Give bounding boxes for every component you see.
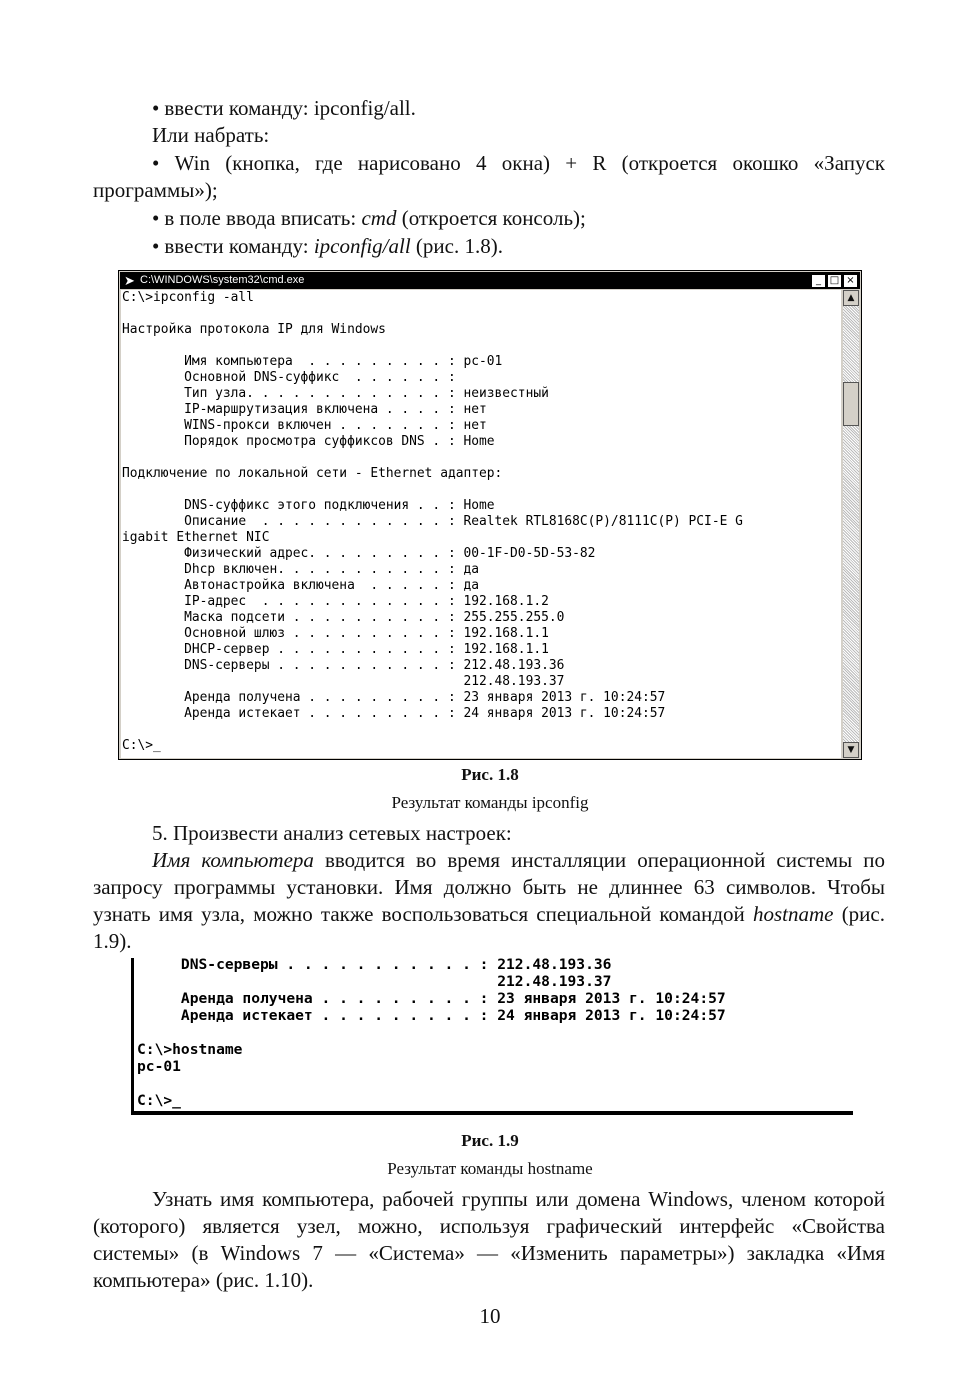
bullet-win-r: • Win (кнопка, где нарисовано 4 окна) + R (откроется окошко «Запуск программы»); <box>93 151 886 202</box>
scroll-down-icon[interactable]: ▼ <box>843 742 859 758</box>
console-text: DNS-серверы . . . . . . . . . . . : 212.48.193.36 212.48.193.37 Аренда получена . . . . . . . . . : 23 января 2013 г. 10:24:57 Аренда истекает . . . . . . . . . : 24 января 2013 г. 10:24:57 C:\>hostname pc-01 C:\>_ <box>137 956 726 1109</box>
window-title: C:\WINDOWS\system32\cmd.exe <box>140 274 305 286</box>
figure-caption: Результат команды ipconfig <box>391 793 589 812</box>
figure-caption: Результат команды hostname <box>387 1159 593 1178</box>
figure-number: Рис. 1.9 <box>461 1131 519 1150</box>
minimize-button[interactable]: _ <box>811 274 826 288</box>
close-button[interactable]: × <box>843 274 858 288</box>
scroll-up-icon[interactable]: ▲ <box>843 290 859 306</box>
cursor-icon: ➤ <box>124 273 135 288</box>
figure-number: Рис. 1.8 <box>461 765 519 784</box>
hostname-console <box>131 958 853 1116</box>
or-label: Или набрать: <box>152 123 270 147</box>
bullet-ipconfig: • ввести команду: ipconfig/all. <box>152 95 416 122</box>
scroll-thumb[interactable] <box>843 382 859 426</box>
section-paragraph: Имя компьютера вводится во время инсталляции операционной системы по запросу программы установки. Имя должно быть не длиннее 63 символов. Чтобы узнать имя узла, можно также воспользоваться специальной командой hostname (рис. 1.9). <box>93 848 885 953</box>
page-number: 10 <box>479 1304 501 1328</box>
vertical-scrollbar[interactable] <box>843 290 859 758</box>
title-bar[interactable] <box>120 272 860 289</box>
console-output[interactable] <box>121 290 841 758</box>
cmd-window <box>118 270 862 760</box>
section-heading: 5. Произвести анализ сетевых настроек: <box>152 821 512 845</box>
bullet-enter-command: • ввести команду: ipconfig/all (рис. 1.8). <box>152 233 503 260</box>
bullet-cmd: • в поле ввода вписать: cmd (откроется консоль); <box>152 205 586 232</box>
console-text: C:\>ipconfig -all Настройка протокола IP для Windows Имя компьютера . . . . . . . . . : pc-01 Основной DNS-суффикс . . . . . . : Тип узла. . . . . . . . . . . . . : неизвестный IP-маршрутизация включена . . . . : нет WINS-прокси включен . . . . . . . : нет Порядок просмотра суффиксов DNS . : Home Подключение по локальной сети - Ethernet адаптер: DNS-суффикс этого подключения . . : Home Описание . . . . . . . . . . . . : Realtek RTL8168C(P)/8111C(P) PCI-E G igabit Ethernet NIC Физический адрес. . . . . . . . . : 00-1F-D0-5D-53-82 Dhcp включен. . . . . . . . . . . : да Автонастройка включена . . . . . : да IP-адрес . . . . . . . . . . . . : 192.168.1.2 Маска подсети . . . . . . . . . . : 255.255.255.0 Основной шлюз . . . . . . . . . . : 192.168.1.1 DHCP-сервер . . . . . . . . . . . : 192.168.1.1 DNS-серверы . . . . . . . . . . . : 212.48.193.36 212.48.193.37 Аренда получена . . . . . . . . . : 23 января 2013 г. 10:24:57 Аренда истекает . . . . . . . . . : 24 января 2013 г. 10:24:57 C:\>_ <box>122 290 743 753</box>
final-paragraph: Узнать имя компьютера, рабочей группы или домена Windows, членом которой (которого) является узел, можно, используя графический интерфейс «Свойства системы» (в Windows 7 — «Система» — «Изменить параметры») закладка «Имя компьютера» (рис. 1.10). <box>93 1187 885 1292</box>
maximize-button[interactable]: □ <box>827 274 842 288</box>
